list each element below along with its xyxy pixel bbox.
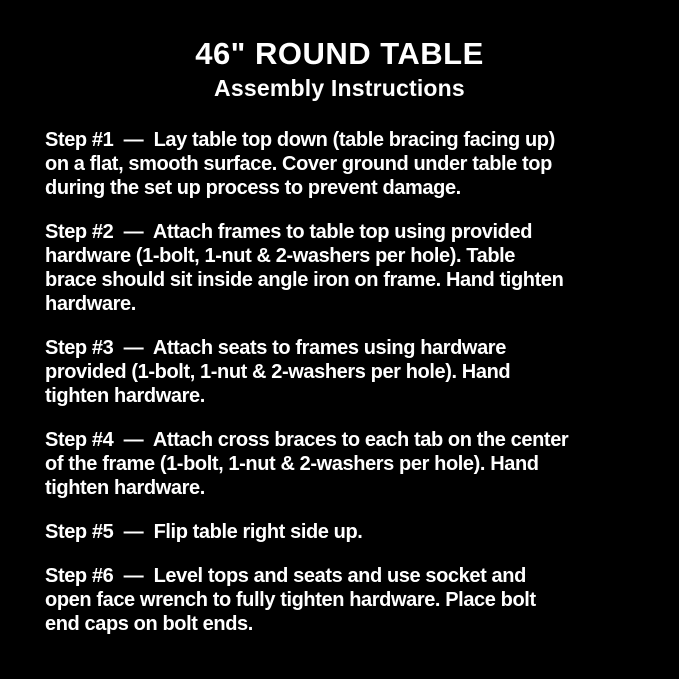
step-3-line: Step #3 — Attach seats to frames using hardware [45,337,506,359]
step-2-line: Step #2 — Attach frames to table top using provided [45,221,533,243]
step-2-line: brace should sit inside angle iron on frame. Hand tighten [45,269,564,291]
step-6-line: end caps on bolt ends. [45,613,253,635]
poster-header [0,36,679,104]
step-2-line: hardware. [45,293,136,315]
step-5-line: Step #5 — Flip table right side up. [45,521,363,543]
step-4 [45,428,651,500]
step-4-line: Step #4 — Attach cross braces to each tab on the center [45,429,569,451]
step-3-line: tighten hardware. [45,385,205,407]
step-4-line: tighten hardware. [45,477,205,499]
step-1-line: Step #1 — Lay table top down (table bracing facing up) [45,129,555,151]
page-subtitle: Assembly Instructions [214,75,465,101]
step-6-line: Step #6 — Level tops and seats and use socket and [45,565,526,587]
steps-list [0,128,679,636]
step-6-line: open face wrench to fully tighten hardware. Place bolt [45,589,536,611]
step-2-line: hardware (1-bolt, 1-nut & 2-washers per hole). Table [45,245,516,267]
step-3-line: provided (1-bolt, 1-nut & 2-washers per hole). Hand [45,361,511,383]
step-3 [45,336,651,408]
step-1-line: during the set up process to prevent damage. [45,177,461,199]
step-4-line: of the frame (1-bolt, 1-nut & 2-washers per hole). Hand [45,453,539,475]
step-5 [45,520,651,544]
step-1 [45,128,651,200]
page-title: 46" ROUND TABLE [195,36,484,71]
step-1-line: on a flat, smooth surface. Cover ground under table top [45,153,552,175]
step-6 [45,564,651,636]
step-2 [45,220,651,316]
